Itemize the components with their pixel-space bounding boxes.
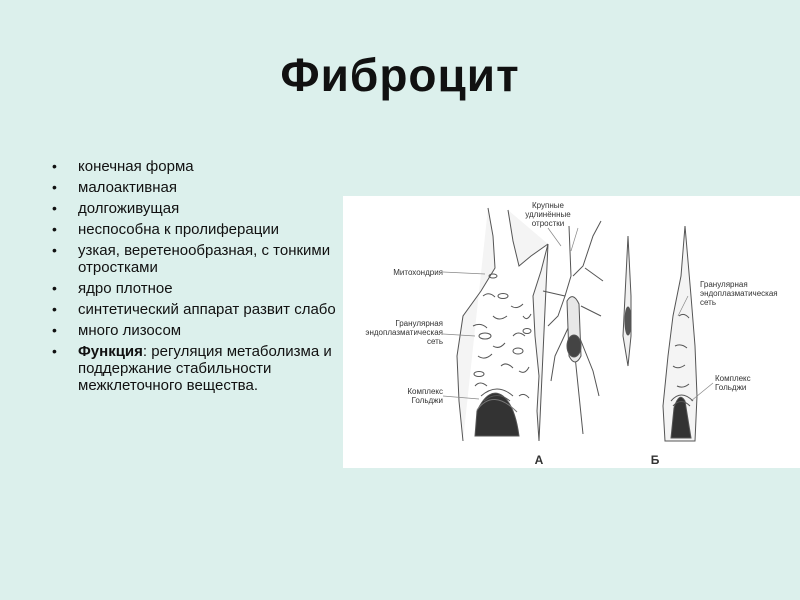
- bullet-list: [50, 158, 340, 398]
- bullet-item: • ядро плотное: [52, 280, 173, 297]
- label-golgi-b-2: Гольджи: [715, 383, 747, 392]
- bullet-dot-icon: •: [52, 200, 57, 216]
- bullet-item: • много лизосом: [52, 322, 182, 339]
- bullet-item: • узкая, веретенообразная, с тонкими отростками: [52, 242, 331, 276]
- label-er-a-2: эндоплазматическая: [365, 328, 443, 337]
- cell-a-small-drawing: [543, 221, 603, 434]
- label-er-a: Гранулярная: [395, 319, 443, 328]
- function-text: : регуляция метаболизма и поддержание стабильности межклеточного вещества.: [78, 343, 332, 394]
- panel-label-b: Б: [650, 453, 660, 467]
- label-golgi-a: Комплекс: [407, 387, 443, 396]
- bullet-dot-icon: •: [52, 343, 57, 359]
- label-processes: Крупные: [532, 201, 564, 210]
- label-mitochondrion: Митохондрия: [393, 268, 443, 277]
- cell-b-drawing: [623, 226, 697, 441]
- cell-a-drawing: [457, 208, 548, 441]
- bullet-item: • синтетический аппарат развит слабо: [52, 301, 336, 318]
- slide-title: Фиброцит: [280, 49, 520, 101]
- bullet-dot-icon: •: [52, 158, 57, 174]
- bullet-dot-icon: •: [52, 242, 57, 258]
- bullet-dot-icon: •: [52, 322, 57, 338]
- label-er-b-2: эндоплазматическая: [700, 289, 778, 298]
- panel-label-a: А: [534, 453, 544, 467]
- bullet-dot-icon: •: [52, 280, 57, 296]
- bullet-item-function: [50, 343, 340, 394]
- fibrocyte-figure: [343, 196, 800, 468]
- label-er-b-3: сеть: [700, 298, 717, 307]
- label-er-a-3: сеть: [426, 337, 443, 346]
- bullet-item: • долгоживущая: [52, 200, 180, 217]
- bullet-item: • конечная форма: [52, 158, 194, 175]
- bullet-item: • малоактивная: [52, 179, 177, 196]
- label-golgi-b: Комплекс: [715, 374, 751, 383]
- fibrocyte-illustration: [343, 196, 800, 468]
- bullet-dot-icon: •: [52, 221, 57, 237]
- label-golgi-a-2: Гольджи: [411, 396, 443, 405]
- bullet-dot-icon: •: [52, 301, 57, 317]
- function-label: Функция: [78, 343, 143, 360]
- label-er-b: Гранулярная: [700, 280, 748, 289]
- label-processes-2: удлинённые: [525, 210, 571, 219]
- bullet-item: • неспособна к пролиферации: [52, 221, 280, 238]
- bullet-dot-icon: •: [52, 179, 57, 195]
- label-processes-3: отростки: [531, 219, 565, 228]
